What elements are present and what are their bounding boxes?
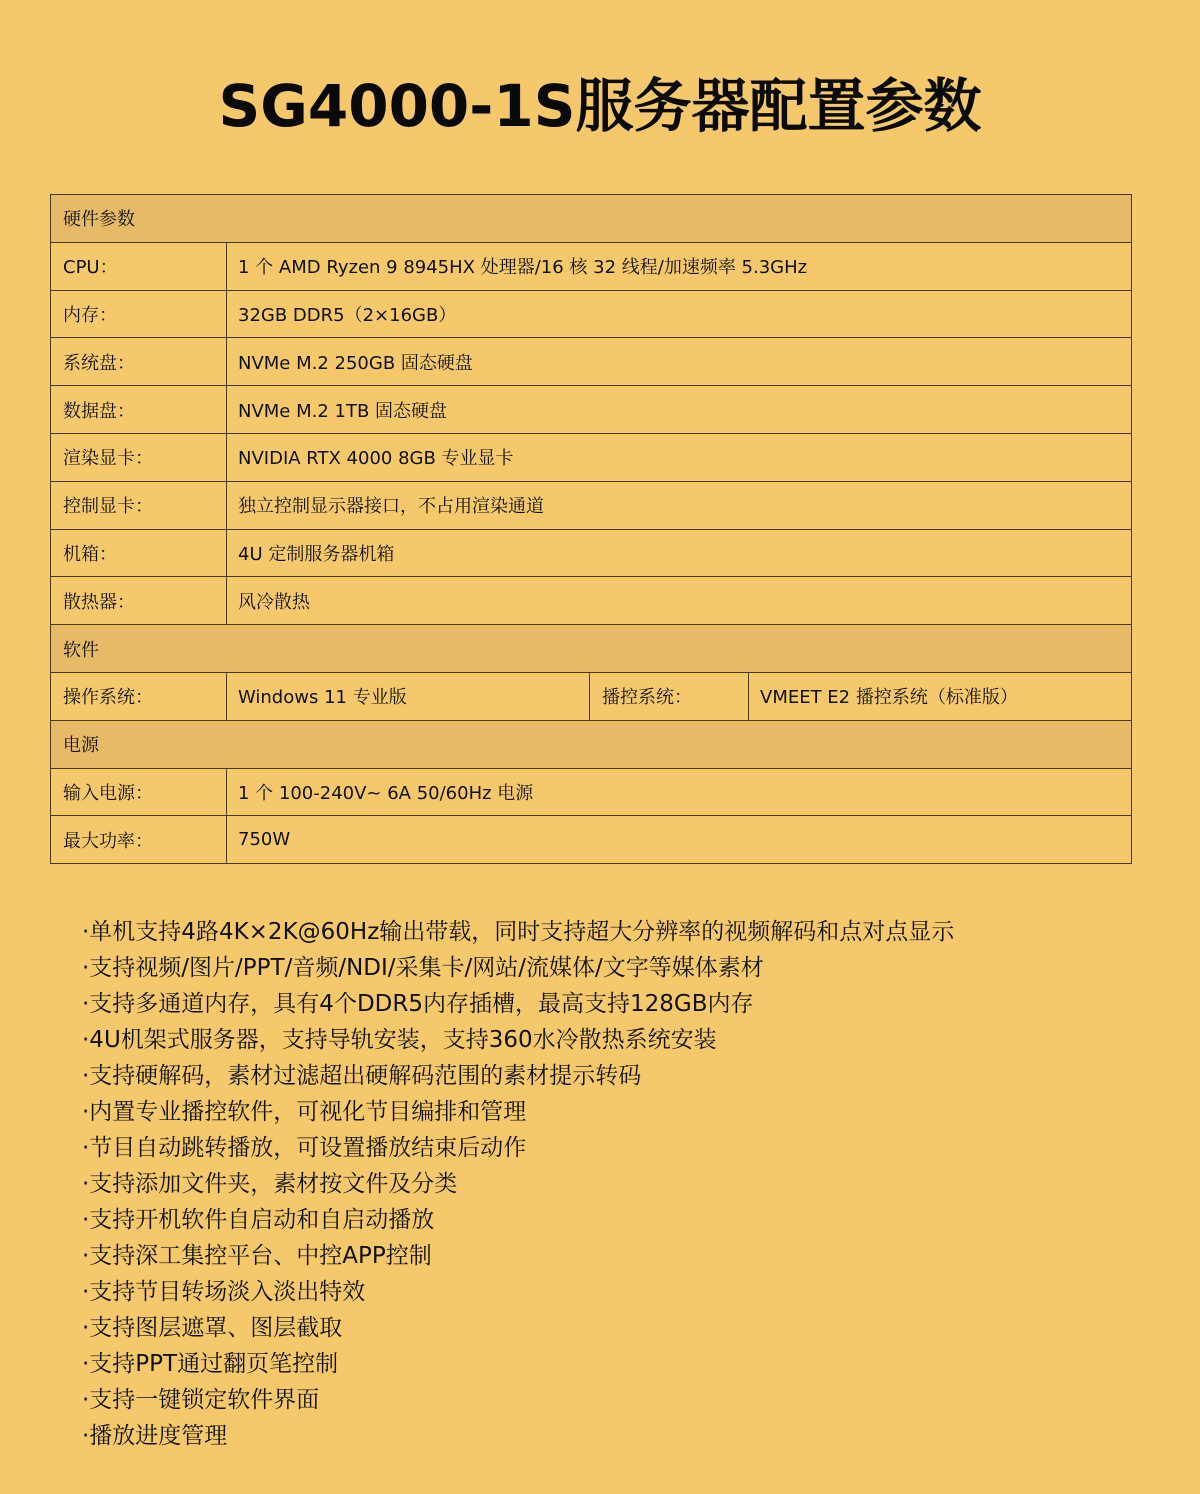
- row-label: 数据盘：: [51, 386, 227, 434]
- row-label: 机箱：: [51, 529, 227, 577]
- section-header: 电源: [51, 720, 1132, 768]
- section-header: 硬件参数: [51, 195, 1132, 243]
- table-row: [51, 481, 1132, 529]
- row-value: 4U 定制服务器机箱: [227, 529, 1132, 577]
- table-row: [51, 816, 1132, 864]
- row-label: 控制显卡：: [51, 481, 227, 529]
- row-value: 风冷散热: [227, 577, 1132, 625]
- table-row: [51, 529, 1132, 577]
- section-header: 软件: [51, 625, 1132, 673]
- row-label: 散热器：: [51, 577, 227, 625]
- list-item: ·播放进度管理: [82, 1423, 228, 1449]
- page-title: SG4000-1S服务器配置参数: [218, 72, 982, 140]
- row-label: 输入电源：: [51, 768, 227, 816]
- list-item: ·单机支持4路4K×2K@60Hz输出带载，同时支持超大分辨率的视频解码和点对点显示: [82, 919, 955, 945]
- table-row: [51, 338, 1132, 386]
- table-row: [51, 242, 1132, 290]
- list-item: ·4U机架式服务器，支持导轨安装，支持360水冷散热系统安装: [82, 1027, 717, 1053]
- row-value: 独立控制显示器接口，不占用渲染通道: [227, 481, 1132, 529]
- table-row: [51, 577, 1132, 625]
- list-item: ·支持深工集控平台、中控APP控制: [82, 1243, 432, 1269]
- list-item: ·支持开机软件自启动和自启动播放: [82, 1207, 435, 1233]
- feature-list: [82, 914, 1142, 1454]
- list-item: ·支持图层遮罩、图层截取: [82, 1315, 343, 1341]
- list-item: ·支持节目转场淡入淡出特效: [82, 1279, 366, 1305]
- list-item: ·支持一键锁定软件界面: [82, 1387, 320, 1413]
- row-value: 1 个 AMD Ryzen 9 8945HX 处理器/16 核 32 线程/加速频率 5.3GHz: [227, 242, 1132, 290]
- row-value: NVIDIA RTX 4000 8GB 专业显卡: [227, 433, 1132, 481]
- table-row: [51, 768, 1132, 816]
- list-item: ·支持视频/图片/PPT/音频/NDI/采集卡/网站/流媒体/文字等媒体素材: [82, 955, 764, 981]
- row-value: NVMe M.2 250GB 固态硬盘: [227, 338, 1132, 386]
- row-label: 操作系统：: [51, 672, 227, 720]
- section-row-hardware: [51, 195, 1132, 243]
- row-label: 内存：: [51, 290, 227, 338]
- section-row-power: [51, 720, 1132, 768]
- row-label: 最大功率：: [51, 816, 227, 864]
- table-row: [51, 290, 1132, 338]
- list-item: ·节目自动跳转播放，可设置播放结束后动作: [82, 1135, 527, 1161]
- list-item: ·内置专业播控软件，可视化节目编排和管理: [82, 1099, 527, 1125]
- table-row: [51, 672, 1132, 720]
- table-row: [51, 433, 1132, 481]
- row-label: 系统盘：: [51, 338, 227, 386]
- row-value: NVMe M.2 1TB 固态硬盘: [227, 386, 1132, 434]
- list-item: ·支持PPT通过翻页笔控制: [82, 1351, 339, 1377]
- row-label: 播控系统：: [590, 672, 749, 720]
- row-label: CPU：: [51, 242, 227, 290]
- list-item: ·支持硬解码，素材过滤超出硬解码范围的素材提示转码: [82, 1063, 642, 1089]
- row-value: VMEET E2 播控系统（标准版）: [749, 672, 1132, 720]
- row-label: 渲染显卡：: [51, 433, 227, 481]
- table-row: [51, 386, 1132, 434]
- row-value: 750W: [227, 816, 1132, 864]
- spec-table: [50, 194, 1132, 864]
- section-row-software: [51, 625, 1132, 673]
- row-value: 1 个 100-240V~ 6A 50/60Hz 电源: [227, 768, 1132, 816]
- row-value: 32GB DDR5（2×16GB）: [227, 290, 1132, 338]
- list-item: ·支持多通道内存，具有4个DDR5内存插槽，最高支持128GB内存: [82, 991, 754, 1017]
- row-value: Windows 11 专业版: [227, 672, 590, 720]
- list-item: ·支持添加文件夹，素材按文件及分类: [82, 1171, 458, 1197]
